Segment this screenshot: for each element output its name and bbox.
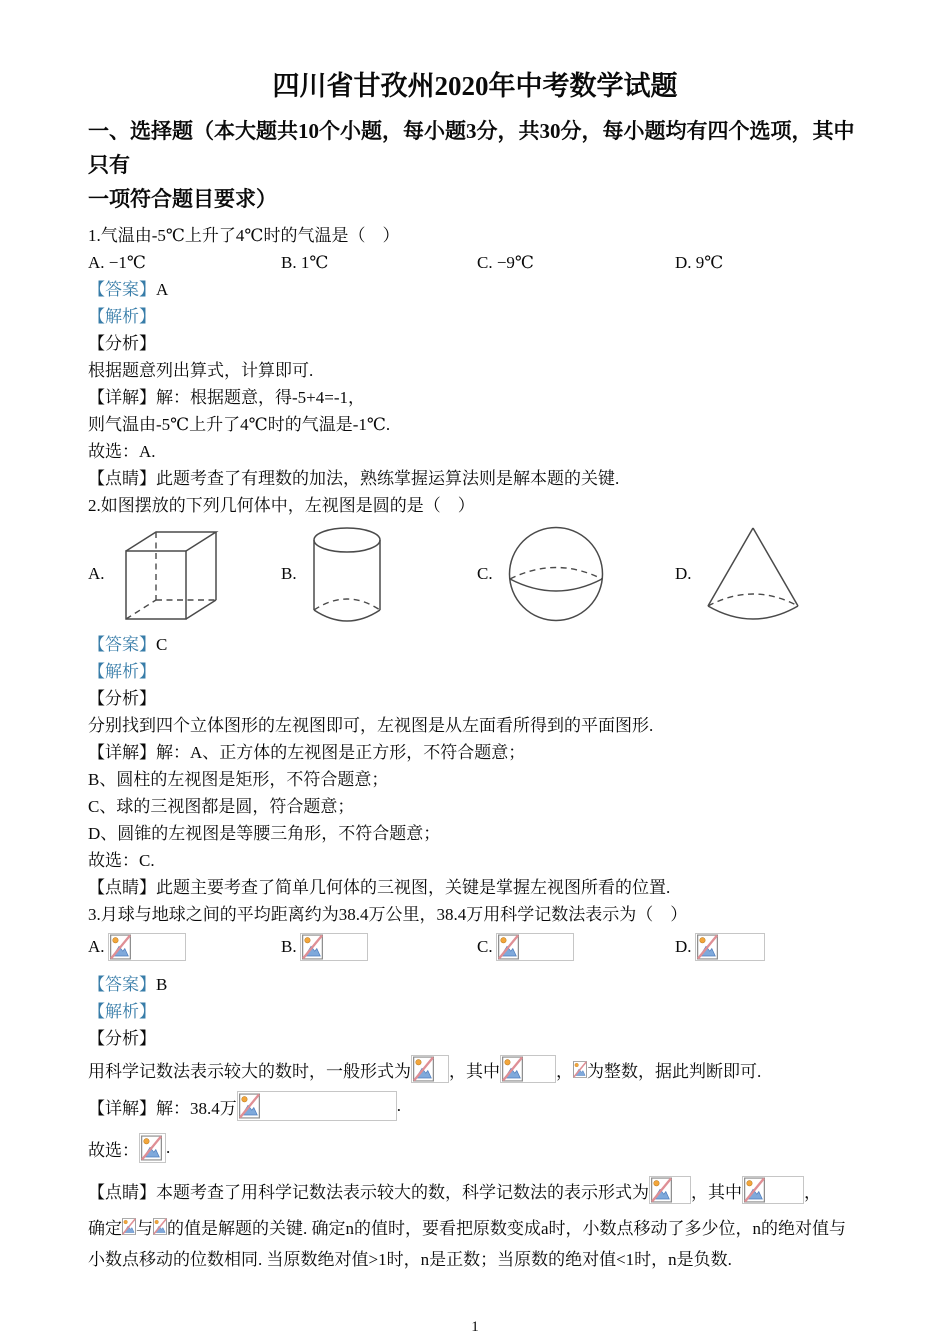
q3-option-a [88, 933, 281, 961]
q3-conclusion-seg-2: . [166, 1138, 171, 1157]
document-title: 四川省甘孜州2020年中考数学试题 [272, 71, 678, 101]
broken-formula-image [649, 1176, 691, 1204]
q1-options-row [88, 249, 862, 276]
q3-note1-seg-1: 【点睛】本题考查了用科学记数法表示较大的数，科学记数法的表示形式为 [88, 1182, 649, 1202]
q1-analysis-text: 根据题意列出算式，计算即可. [88, 361, 314, 380]
q2-jiexi-line [88, 658, 862, 685]
broken-formula-image [237, 1091, 397, 1121]
q3-analysis-line [88, 1052, 862, 1086]
broken-image-icon [153, 1218, 167, 1235]
section-heading-line-2: 一项符合题目要求） [88, 187, 277, 211]
q1-option-c: C. −9℃ [477, 253, 534, 272]
figure-label-d: D. [675, 564, 692, 583]
figure-label-c: C. [477, 564, 493, 583]
q3-note1-seg-3: ， [804, 1182, 821, 1202]
fenxi-tag: 【分析】 [88, 334, 156, 353]
q3-options-row [88, 932, 862, 962]
option-label-d: D. [675, 937, 692, 956]
broken-image-icon [502, 1056, 523, 1082]
q3-analysis-seg-1: 用科学记数法表示较大的数时，一般形式为 [88, 1061, 411, 1081]
q2-detail-line-1: 【详解】解：A、正方体的左视图是正方形，不符合题意； [88, 743, 526, 762]
q2-fenxi-line [88, 685, 862, 712]
q1-detail-line-1: 【详解】解：根据题意，得-5+4=-1， [88, 388, 365, 407]
broken-formula-image [742, 1176, 804, 1204]
q3-detail-seg-2: . [396, 1096, 401, 1115]
q3-analysis-seg-2: ，其中 [449, 1061, 500, 1081]
cube-figure [118, 524, 230, 624]
q2-detail-line-3: C、球的三视图都是圆，符合题意； [88, 797, 355, 816]
option-label-b: B. [281, 937, 297, 956]
q3-jiexi-line [88, 998, 862, 1025]
fenxi-tag: 【分析】 [88, 1029, 156, 1048]
q3-note2-seg-1: 确定 [88, 1218, 122, 1238]
broken-image-icon [141, 1135, 162, 1161]
q3-answer-value: B [156, 975, 168, 994]
broken-image-icon [302, 934, 323, 960]
q2-note: 【点睛】此题主要考查了简单几何体的三视图，关键是掌握左视图所看的位置. [88, 878, 671, 897]
q2-detail-line-4: D、圆锥的左视图是等腰三角形，不符合题意； [88, 824, 441, 843]
answer-tag: 【答案】 [88, 280, 156, 299]
jiexi-tag: 【解析】 [88, 307, 156, 326]
broken-image-icon [239, 1093, 260, 1119]
q1-option-d: D. 9℃ [675, 253, 724, 272]
q2-answer-line [88, 631, 862, 658]
broken-formula-image [411, 1055, 449, 1083]
fenxi-tag: 【分析】 [88, 689, 156, 708]
broken-formula-image [139, 1133, 166, 1163]
q3-answer-line [88, 971, 862, 998]
answer-tag: 【答案】 [88, 975, 156, 994]
q2-figures-row [88, 522, 862, 626]
q2-figure-d [675, 524, 862, 624]
broken-image-icon [122, 1218, 136, 1235]
q2-figure-a [88, 524, 281, 624]
broken-formula-image [496, 933, 574, 961]
broken-image-icon [744, 1177, 765, 1203]
q3-question: 3.月球与地球之间的平均距离约为38.4万公里，38.4万用科学记数法表示为（ ） [88, 905, 688, 924]
q1-jiexi-line [88, 303, 862, 330]
jiexi-tag: 【解析】 [88, 662, 156, 681]
q3-note2-seg-3: 的值是解题的关键. 确定n的值时，要看把原数变成a时，小数点移动了多少位，n的绝对值与 [167, 1218, 847, 1238]
q3-conclusion-line [88, 1126, 862, 1170]
q1-note: 【点睛】此题考查了有理数的加法，熟练掌握运算法则是解本题的关键. [88, 469, 620, 488]
q1-question: 1.气温由-5℃上升了4℃时的气温是（ ） [88, 226, 400, 245]
q3-analysis-seg-4: 为整数，据此判断即可. [587, 1061, 762, 1081]
q2-figure-b [281, 526, 477, 623]
q3-detail-seg-1: 【详解】解：38.4万 [88, 1098, 237, 1118]
q1-conclusion: 故选：A. [88, 442, 156, 461]
cylinder-figure [310, 526, 384, 623]
q1-option-b: B. 1℃ [281, 253, 329, 272]
q3-option-d [675, 933, 862, 961]
figure-label-a: A. [88, 564, 105, 583]
q1-option-a: A. −1℃ [88, 253, 146, 272]
q3-note2-seg-2: 与 [136, 1218, 153, 1238]
broken-formula-image [300, 933, 368, 961]
broken-image-icon [651, 1177, 672, 1203]
q3-note-line-3 [88, 1242, 862, 1272]
option-label-a: A. [88, 937, 105, 956]
q3-note3-text: 小数点移动的位数相同. 当原数绝对值>1时，n是正数；当原数的绝对值<1时，n是负数. [88, 1249, 732, 1269]
q3-detail-line [88, 1086, 862, 1126]
q2-analysis-text: 分别找到四个立体图形的左视图即可，左视图是从左面看所得到的平面图形. [88, 716, 654, 735]
broken-formula-image [695, 933, 765, 961]
sphere-figure [506, 524, 606, 624]
q2-detail-line-2: B、圆柱的左视图是矩形，不符合题意； [88, 770, 389, 789]
q3-note-line-2 [88, 1210, 862, 1242]
q1-detail-line-2: 则气温由-5℃上升了4℃时的气温是-1℃. [88, 415, 391, 434]
q3-analysis-seg-3: ， [556, 1061, 573, 1081]
q1-fenxi-line [88, 330, 862, 357]
option-label-c: C. [477, 937, 493, 956]
q3-note1-seg-2: ，其中 [691, 1182, 742, 1202]
q3-conclusion-seg-1: 故选： [88, 1140, 139, 1160]
q2-question: 2.如图摆放的下列几何体中，左视图是圆的是（ ） [88, 496, 475, 515]
q2-figure-c [477, 524, 675, 624]
cone-figure [705, 524, 801, 624]
broken-image-icon [498, 934, 519, 960]
answer-tag: 【答案】 [88, 635, 156, 654]
q2-answer-value: C [156, 635, 168, 654]
jiexi-tag: 【解析】 [88, 1002, 156, 1021]
q2-conclusion: 故选：C. [88, 851, 155, 870]
broken-image-icon [573, 1061, 587, 1078]
q3-note-line-1 [88, 1170, 862, 1210]
q3-option-b [281, 933, 477, 961]
page-number: 1 [471, 1319, 479, 1335]
broken-formula-image [500, 1055, 556, 1083]
broken-image-icon [110, 934, 131, 960]
broken-formula-image [108, 933, 186, 961]
broken-image-icon [697, 934, 718, 960]
q1-answer-line [88, 276, 862, 303]
q3-option-c [477, 933, 675, 961]
figure-label-b: B. [281, 564, 297, 583]
q1-answer-value: A [156, 280, 169, 299]
section-heading-line-1: 一、选择题（本大题共10个小题，每小题3分，共30分，每小题均有四个选项，其中只有 [88, 119, 855, 177]
broken-image-icon [413, 1056, 434, 1082]
q3-fenxi-line [88, 1025, 862, 1052]
